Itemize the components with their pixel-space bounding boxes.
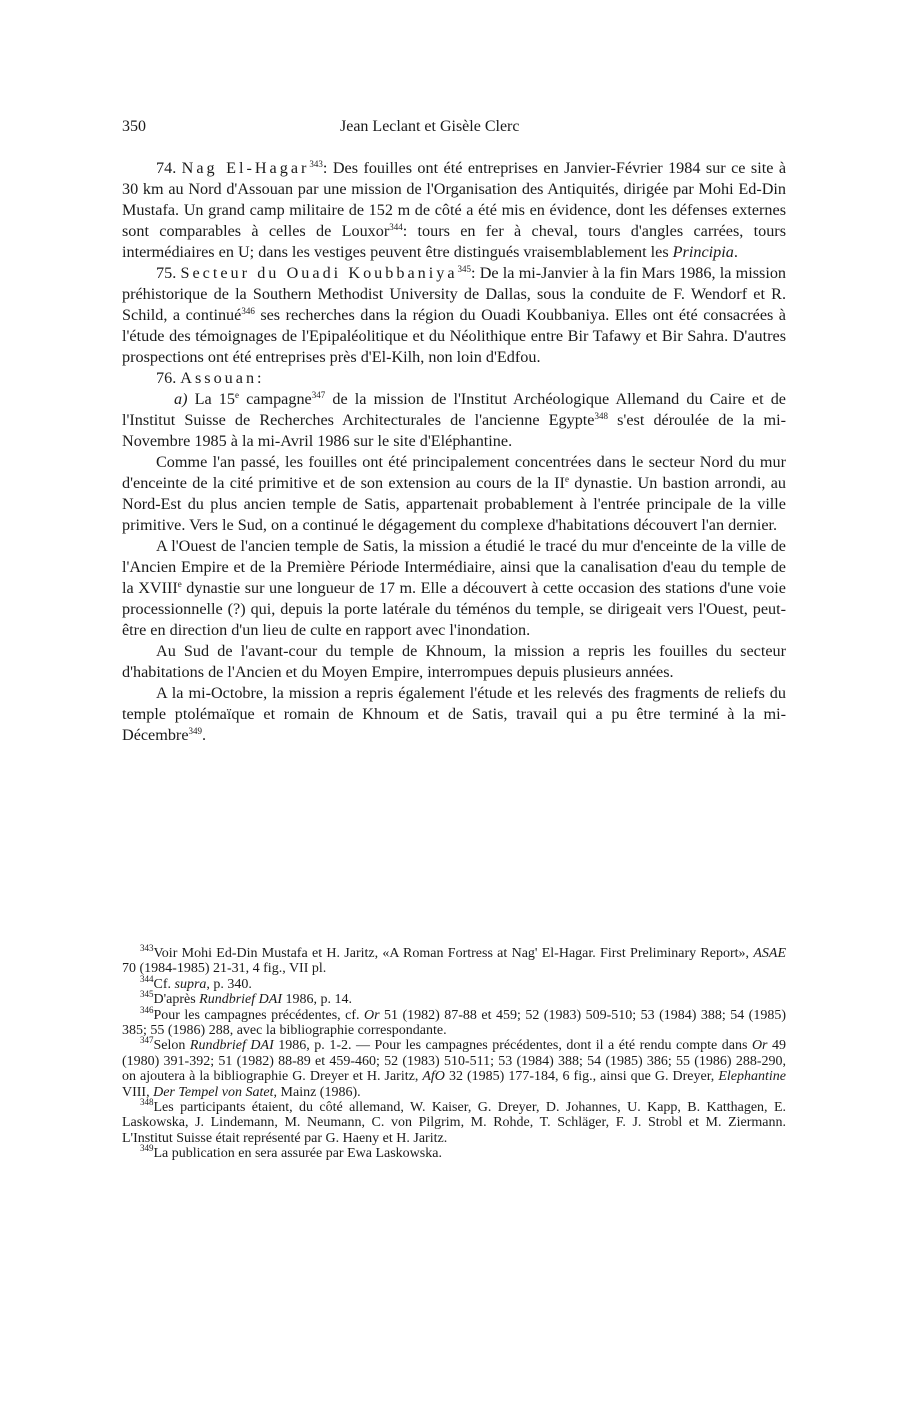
- footnote-number: 343: [140, 943, 154, 953]
- footnote-344: [122, 973, 786, 992]
- paragraph-text: ses recherches dans la région du Ouadi Koubbaniya. Elles ont été consacrées à l'étude des témoignages de l'Epipaléolitique et du Néolithique entre Bir Tafawy et Bir Sahra. D'autres prospections ont été entreprises près d'El-Kilh, non loin d'Edfou.: [122, 306, 786, 366]
- footnote-text: Les participants étaient, du côté allemand, W. Kaiser, G. Dreyer, D. Johannes, U. Kapp, B. Katthagen, E. Laskowska, J. Lindemann, M. Neumann, C. von Pilgrim, M. Rohde, T. Schläger, F. J. Strobl et M. Ziermann. L'Institut Suisse était représenté par G. Haeny et H. Jaritz.: [122, 1100, 786, 1146]
- footnote-italic: Der Tempel von Satet: [153, 1084, 274, 1100]
- section-number: 74.: [156, 159, 177, 177]
- footnote-number: 345: [140, 989, 154, 1000]
- footnote-text: Voir Mohi Ed-Din Mustafa et H. Jaritz, «A Roman Fortress at Nag' El-Hagar. First Preliminary Report»,: [153, 946, 754, 961]
- footnote-italic: Rundbrief DAI: [199, 992, 282, 1008]
- footnote-number: 347: [140, 1035, 154, 1046]
- footnote-346: [122, 1004, 787, 1039]
- paragraph-text: : Des fouilles ont été entreprises en Janvier-Février 1984 sur ce site à 30 km au Nord d'Assouan par une mission de l'Organisation des Antiquités, dirigée par Mohi Ed-Din Mustafa. Un grand camp militaire de 152 m de côté a été mis en évidence, dont les défenses externes sont comparables à celles de Louxor: [122, 159, 787, 240]
- paragraph: [122, 452, 786, 536]
- section-74: [122, 158, 786, 263]
- page-header: [122, 110, 786, 140]
- page-number: 350: [122, 118, 146, 135]
- footnote-ref: 347: [311, 390, 326, 400]
- paragraph-text: .: [202, 726, 207, 744]
- footnote-text: 1986, p. 14.: [282, 992, 352, 1008]
- running-title: Jean Leclant et Gisèle Clerc: [340, 118, 520, 135]
- footnote-number: 349: [140, 1143, 154, 1154]
- footnote-text: 49 (1980) 391-392; 51 (1982) 88-89 et 459-460; 52 (1983) 510-511; 53 (1984) 388; 54 (1985) 386; 55 (1986) 288-290, on ajoutera à la bibliographie G. Dreyer et H. Jaritz,: [122, 1038, 787, 1085]
- footnote-text: VIII,: [122, 1084, 154, 1100]
- paragraph-text: campagne: [239, 390, 312, 408]
- site-name: Assouan: [180, 369, 258, 387]
- body-text: [122, 158, 786, 746]
- footnote-ref: 346: [241, 306, 255, 316]
- footnote-italic: Elephantine: [718, 1069, 786, 1085]
- footnote-343: [122, 943, 786, 977]
- footnote-text: La publication en sera assurée par Ewa Laskowska.: [153, 1146, 442, 1162]
- footnote-number: 346: [140, 1004, 154, 1015]
- italic-term: Principia: [672, 243, 734, 261]
- section-number: 76.: [156, 369, 177, 387]
- footnote-text: , Mainz (1986).: [273, 1084, 361, 1100]
- footnote-text: 32 (1985) 177-184, 6 fig., ainsi que G. Dreyer,: [444, 1069, 719, 1085]
- footnote-ref: 343: [309, 159, 323, 169]
- footnote-348: [122, 1097, 786, 1146]
- section-76a: [122, 389, 786, 452]
- site-name: Nag El-Hagar: [181, 159, 310, 177]
- footnote-ref: 348: [594, 411, 608, 421]
- footnote-text: Selon: [153, 1038, 190, 1054]
- footnote-text: 51 (1982) 87-88 et 459; 52 (1983) 509-510; 53 (1984) 388; 54 (1985) 385; 55 (1986) 288, avec la bibliographie correspondante.: [122, 1007, 787, 1039]
- paragraph-text: A la mi-Octobre, la mission a repris également l'étude et les relevés des fragments de reliefs du temple ptolémaïque et romain de Khnoum et de Satis, travail qui a pu être terminé à la mi-Décembre: [122, 684, 786, 744]
- footnote-text: Pour les campagnes précédentes, cf.: [153, 1007, 364, 1023]
- footnotes: [122, 943, 787, 1162]
- section-number: 75.: [156, 264, 177, 282]
- footnote-italic: AfO: [422, 1069, 445, 1085]
- footnote-text: , p. 340.: [206, 976, 252, 992]
- footnote-italic: Or: [751, 1038, 768, 1054]
- paragraph: [122, 536, 786, 641]
- paragraph-text: de la mission de l'Institut Archéologique Allemand du Caire et de l'Institut Suisse de Recherches Architecturales de l'ancienne Egypte: [122, 390, 786, 429]
- paragraph-text: :: [257, 369, 262, 387]
- paragraph-text: : tours en fer à cheval, tours d'angles carrées, tours intermédiaires en U; dans les vestiges peuvent être distingués vraisemblablement les: [122, 222, 787, 261]
- footnote-ref: 349: [188, 726, 203, 736]
- footnote-347: [122, 1035, 787, 1100]
- ordinal-sup: e: [564, 474, 569, 484]
- paragraph-text: dynastie sur une longueur de 17 m. Elle a découvert à cette occasion des stations d'une voie processionnelle (?) qui, depuis la porte latérale du téménos du temple, se dirigeait vers l'Ouest, peut-être en direction d'un lieu de culte en rapport avec l'inondation.: [122, 579, 786, 639]
- section-75: [122, 263, 786, 368]
- paragraph: Au Sud de l'avant-cour du temple de Khnoum, la mission a repris les fouilles du secteur d'habitations de l'Ancien et du Moyen Empire, interrompues depuis plusieurs années.: [122, 642, 786, 681]
- paragraph-text: Comme l'an passé, les fouilles ont été principalement concentrées dans le secteur Nord du mur d'enceinte de la cité primitive et de son extension au cours de la II: [122, 453, 786, 492]
- paragraph-text: La 15: [187, 390, 235, 408]
- paragraph-text: A l'Ouest de l'ancien temple de Satis, la mission a étudié le tracé du mur d'enceinte de la ville de l'Ancien Empire et de la Première Période Intermédiaire, ainsi que la canalisation d'eau du temple de la XVIII: [122, 537, 786, 597]
- footnote-italic: supra: [174, 976, 207, 992]
- footnote-italic: Or: [363, 1007, 380, 1023]
- footnote-ref: 344: [389, 222, 403, 232]
- footnote-349: [122, 1143, 786, 1162]
- footnote-text: Cf.: [153, 976, 175, 992]
- footnote-italic: Rundbrief DAI: [189, 1038, 274, 1054]
- footnote-italic: ASAE: [753, 946, 786, 961]
- page: [122, 110, 786, 746]
- footnote-text: 70 (1984-1985) 21-31, 4 fig., VII pl.: [122, 961, 327, 977]
- paragraph-text: s'est déroulée de la mi-Novembre 1985 à la mi-Avril 1986 sur le site d'Eléphantine.: [122, 411, 786, 450]
- footnote-text: 1986, p. 1-2. — Pour les campagnes précédentes, dont il a été rendu compte dans: [273, 1038, 752, 1054]
- paragraph-text: dynastie. Un bastion arrondi, au Nord-Est du plus ancien temple de Satis, appartenait probablement à l'entrée principale de la ville primitive. Vers le Sud, on a continué le dégagement du complexe d'habitations découvert l'an dernier.: [122, 474, 787, 534]
- footnote-number: 348: [140, 1097, 154, 1108]
- paragraph-text: .: [733, 243, 738, 261]
- section-76: [122, 368, 786, 389]
- footnote-ref: 345: [457, 264, 471, 274]
- ordinal-sup: e: [177, 579, 182, 589]
- ordinal-sup: e: [235, 390, 239, 400]
- paragraph-text: : De la mi-Janvier à la fin Mars 1986, la mission préhistorique de la Southern Methodist University de Dallas, sous la conduite de F. Wendorf et R. Schild, a continué: [122, 264, 787, 324]
- paragraph: [122, 683, 786, 746]
- item-label: a): [174, 390, 188, 408]
- site-name: Secteur du Ouadi Koubbaniya: [180, 264, 458, 282]
- footnote-345: [122, 989, 786, 1008]
- footnote-number: 344: [140, 973, 154, 984]
- footnote-text: D'après: [153, 992, 200, 1008]
